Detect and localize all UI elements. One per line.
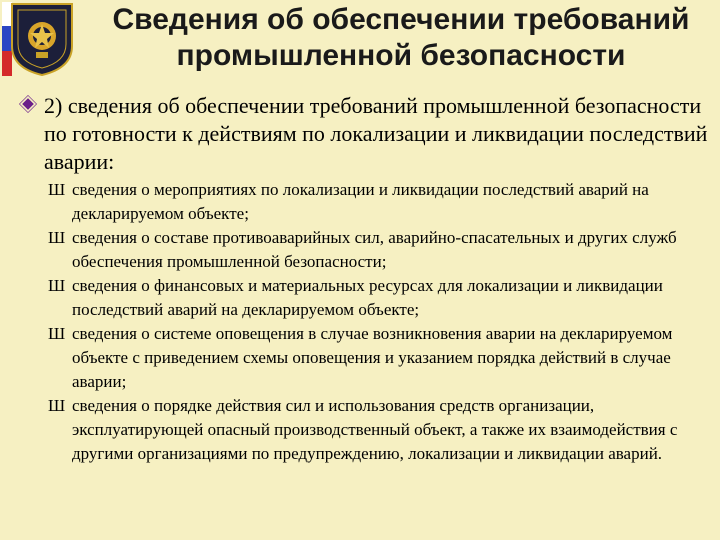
main-point-text: 2) сведения об обеспечении требований промышленной безопасности по готовности к действиям по локализации и ликвидации последствий аварии: <box>44 93 708 174</box>
list-item <box>48 394 713 466</box>
list-item-text: сведения о порядке действия сил и использования средств организации, эксплуатирующей опасный производственный объект, а также их взаимодействия с другими организациями по предупреждению, локализации и ликвидации аварий. <box>72 396 678 463</box>
list-item <box>48 322 713 394</box>
slide-title-line-1: Сведения об обеспечении требований <box>112 3 690 36</box>
list-item-text: сведения о мероприятиях по локализации и ликвидации последствий аварий на декларируемом объекте; <box>72 180 649 223</box>
emergency-ministry-emblem <box>2 2 74 76</box>
list-item <box>48 226 713 274</box>
list-item-text: сведения о составе противоаварийных сил, аварийно-спасательных и других служб обеспечения промышленной безопасности; <box>72 228 677 271</box>
sub-bullet-glyph: Ш <box>48 324 66 343</box>
main-point <box>18 92 708 176</box>
sub-bullet-glyph: Ш <box>48 228 66 247</box>
diamond-bullet-icon <box>18 94 38 114</box>
list-item <box>48 178 713 226</box>
list-item-text: сведения о финансовых и материальных ресурсах для локализации и ликвидации последствий аварий на декларируемом объекте; <box>72 276 663 319</box>
sub-bullet-glyph: Ш <box>48 396 66 415</box>
slide-title-line-2: промышленной безопасности <box>176 39 626 72</box>
list-item <box>48 274 713 322</box>
sub-bullet-glyph: Ш <box>48 180 66 199</box>
slide-title <box>96 2 706 74</box>
sub-bullet-glyph: Ш <box>48 276 66 295</box>
sub-points-list <box>48 178 713 466</box>
list-item-text: сведения о системе оповещения в случае возникновения аварии на декларируемом объекте с приведением схемы оповещения и указанием порядка действий в случае аварии; <box>72 324 673 391</box>
